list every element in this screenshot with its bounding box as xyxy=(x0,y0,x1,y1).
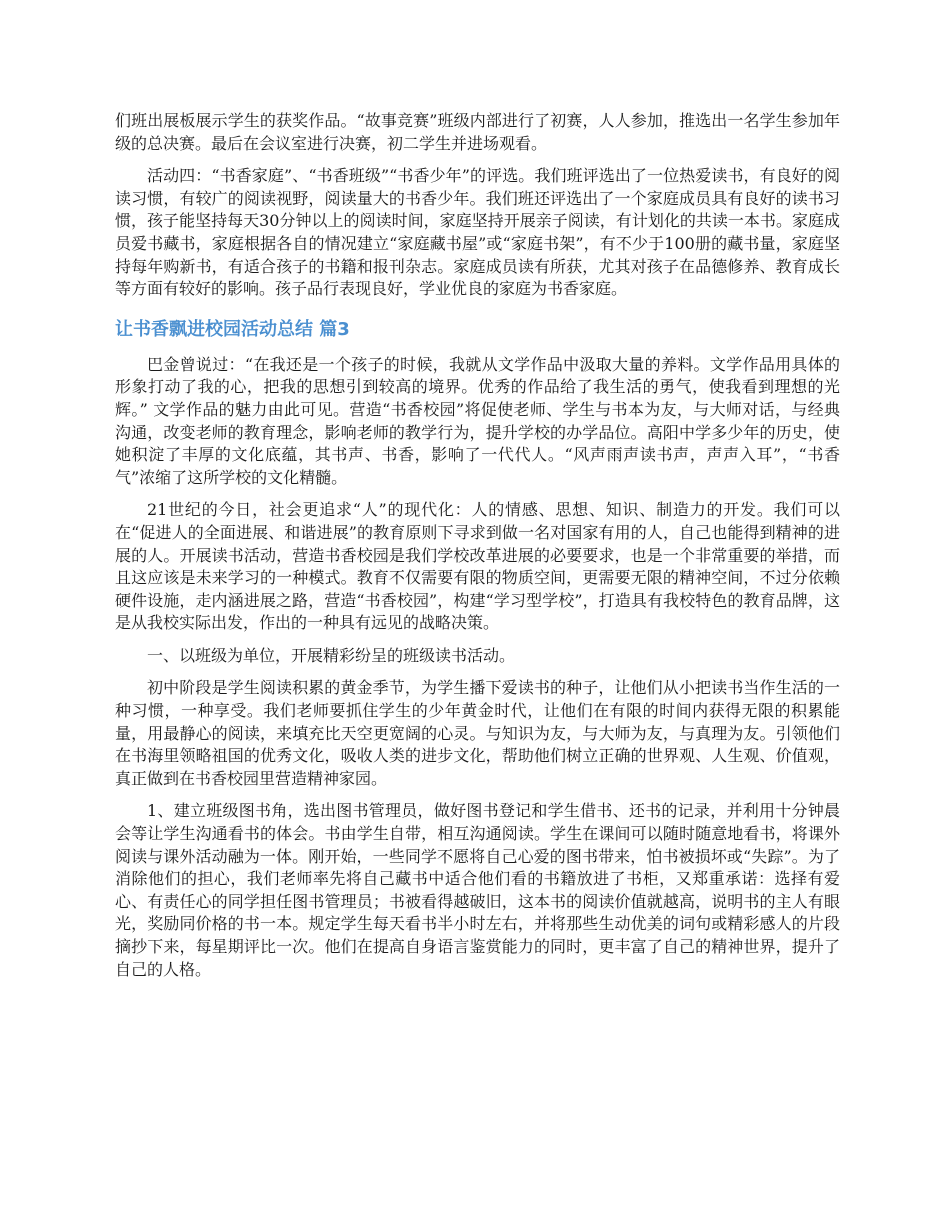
section-heading: 让书香飘进校园活动总结 篇3 xyxy=(115,318,350,340)
document-page xyxy=(115,110,840,981)
paragraph-book-corner: 1、建立班级图书角，选出图书管理员，做好图书登记和学生借书、还书的记录，并利用十分钟晨会等让学生沟通看书的体会。书由学生自带，相互沟通阅读。学生在课间可以随时随意地看书，将课外阅读与课外活动融为一体。刚开始，一些同学不愿将自己心爱的图书带来，怕书被损坏或“失踪”。为了消除他们的担心，我们老师率先将自己藏书中适合他们看的书籍放进了书柜，又郑重承诺：选择有爱心、有责任心的同学担任图书管理员；书被看得越破旧，这本书的阅读价值就越高，说明书的主人有眼光，奖励同价格的书一本。规定学生每天看书半小时左右，并将那些生动优美的词句或精彩感人的片段摘抄下来，每星期评比一次。他们在提高自身语言鉴赏能力的同时，更丰富了自己的精神世界，提升了自己的人格。 xyxy=(115,801,840,979)
paragraph-section-one-title: 一、以班级为单位，开展精彩纷呈的班级读书活动。 xyxy=(147,645,516,665)
paragraph-junior-high: 初中阶段是学生阅读积累的黄金季节，为学生播下爱读书的种子，让他们从小把读书当作生活的一种习惯，一种享受。我们老师要抓住学生的少年黄金时代，让他们在有限的时间内获得无限的积累能量，用最静心的阅读，来填充比天空更宽阔的心灵。与知识为友，与大师为友，与真理为友。引领他们在书海里领略祖国的优秀文化，吸收人类的进步文化，帮助他们树立正确的世界观、人生观、价值观，真正做到在书香校园里营造精神家园。 xyxy=(115,678,840,788)
paragraph-continued: 们班出展板展示学生的获奖作品。“故事竞赛”班级内部进行了初赛，人人参加，推选出一名学生参加年级的总决赛。最后在会议室进行决赛，初二学生并进场观看。 xyxy=(115,111,840,153)
paragraph-bajin-quote: 巴金曾说过：“在我还是一个孩子的时候，我就从文学作品中汲取大量的养料。文学作品用具体的形象打动了我的心，把我的思想引到较高的境界。优秀的作品给了我生活的勇气，使我看到理想的光辉。” 文学作品的魅力由此可见。营造“书香校园”将促使老师、学生与书本为友，与大师对话，与经典沟通，改变老师的教育理念，影响老师的教学行为，提升学校的办学品位。高阳中学多少年的历史，使她积淀了丰厚的文化底蕴，其书声、书香，影响了一代代人。“风声雨声读书声，声声入耳”，“书香气”浓缩了这所学校的文化精髓。 xyxy=(115,354,840,487)
paragraph-activity-four: 活动四：“书香家庭”、“书香班级”“书香少年”的评选。我们班评选出了一位热爱读书，有良好的阅读习惯，有较广的阅读视野，阅读量大的书香少年。我们班还评选出了一个家庭成员具有良好的读书习惯，孩子能坚持每天30分钟以上的阅读时间，家庭坚持开展亲子阅读，有计划化的共读一本书。家庭成员爱书藏书，家庭根据各自的情况建立“家庭藏书屋”或“家庭书架”，有不少于100册的藏书量，家庭坚持每年购新书，有适合孩子的书籍和报刊杂志。家庭成员读有所获，尤其对孩子在品德修养、教育成长等方面有较好的影响。孩子品行表现良好，学业优良的家庭为书香家庭。 xyxy=(115,166,840,299)
paragraph-21st-century: 21世纪的今日，社会更追求“人”的现代化：人的情感、思想、知识、制造力的开发。我们可以在“促进人的全面进展、和谐进展”的教育原则下寻求到做一名对国家有用的人，自己也能得到精神的进展的人。开展读书活动，营造书香校园是我们学校改革进展的必要要求，也是一个非常重要的举措，而且这应该是未来学习的一种模式。教育不仅需要有限的物质空间，更需要无限的精神空间，不过分依赖硬件设施，走内涵进展之路，营造“书香校园”，构建“学习型学校”，打造具有我校特色的教育品牌，这是从我校实际出发，作出的一种具有远见的战略决策。 xyxy=(115,500,840,633)
